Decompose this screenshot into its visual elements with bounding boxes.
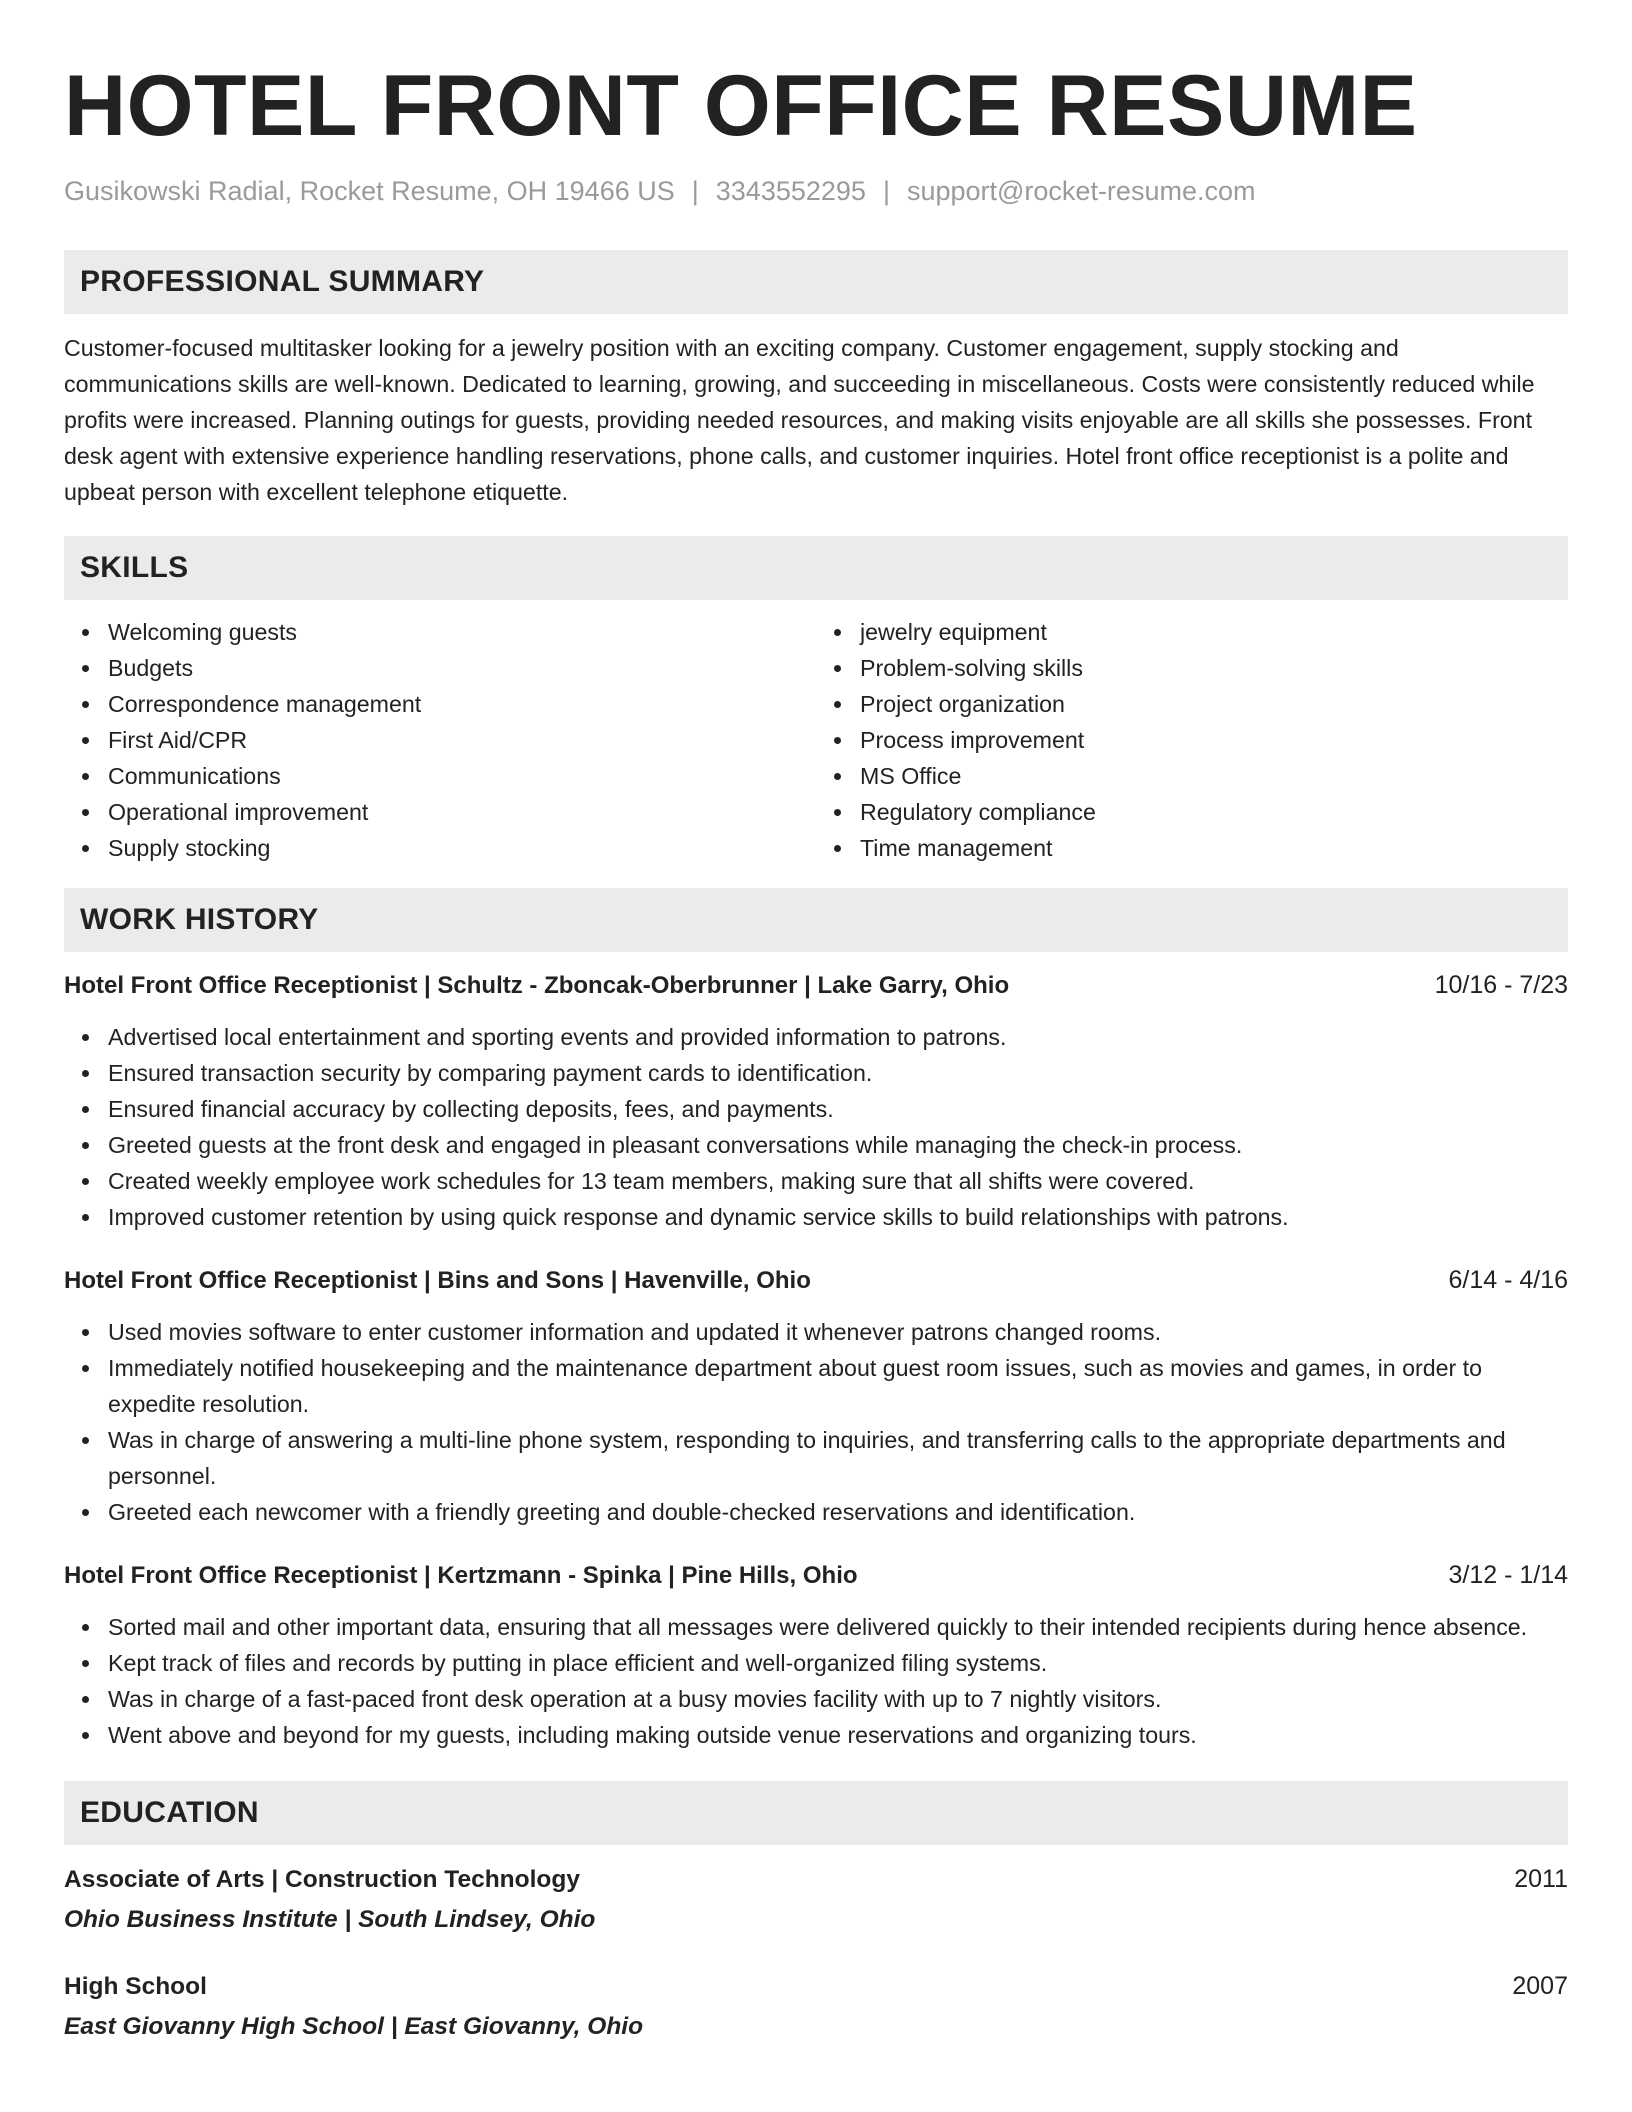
job-bullet: Went above and beyond for my guests, including making outside venue reservations and organizing tours. <box>108 1717 1568 1753</box>
job-dates: 3/12 - 1/14 <box>1448 1561 1568 1589</box>
job-entry <box>64 1263 1568 1530</box>
job-bullet: Used movies software to enter customer information and updated it whenever patrons changed rooms. <box>108 1314 1568 1350</box>
skill-item: Budgets <box>108 650 816 686</box>
job-bullets <box>64 1314 1568 1530</box>
skills-list-right <box>816 614 1568 866</box>
job-bullet: Ensured financial accuracy by collecting deposits, fees, and payments. <box>108 1091 1568 1127</box>
job-header <box>64 1558 1568 1593</box>
skill-item: First Aid/CPR <box>108 722 816 758</box>
education-year: 2007 <box>1512 1972 1568 2000</box>
section-header-skills <box>64 536 1568 600</box>
skills-columns <box>64 614 1568 866</box>
section-title: SKILLS <box>80 551 189 584</box>
skill-item: Welcoming guests <box>108 614 816 650</box>
contact-separator: | <box>882 176 890 206</box>
job-bullet: Immediately notified housekeeping and the maintenance department about guest room issues, such as movies and games, in order to expedite resolution. <box>108 1350 1568 1422</box>
education-entry <box>64 1968 1568 2045</box>
section-title: PROFESSIONAL SUMMARY <box>80 265 485 298</box>
contact-email: support@rocket-resume.com <box>906 176 1256 206</box>
skill-item: Process improvement <box>860 722 1568 758</box>
education-year: 2011 <box>1514 1865 1568 1893</box>
job-bullet: Was in charge of answering a multi-line phone system, responding to inquiries, and transferring calls to the appropriate departments and personnel. <box>108 1422 1568 1494</box>
skill-item: jewelry equipment <box>860 614 1568 650</box>
job-bullet: Sorted mail and other important data, ensuring that all messages were delivered quickly to their intended recipients during hence absence. <box>108 1609 1568 1645</box>
education-entry <box>64 1861 1568 1938</box>
section-title: WORK HISTORY <box>80 903 319 936</box>
job-title: Hotel Front Office Receptionist | Bins and Sons | Havenville, Ohio <box>64 1267 811 1294</box>
skill-item: Operational improvement <box>108 794 816 830</box>
education-school: East Giovanny High School | East Giovanny, Ohio <box>64 2013 644 2040</box>
job-entry <box>64 968 1568 1235</box>
summary-text: Customer-focused multitasker looking for a jewelry position with an exciting company. Customer engagement, supply stocking and communications skills are well-known. Dedicated to learning, growing, and succeeding in miscellaneous. Costs were consistently reduced while profits were increased. Planning outings for guests, providing needed resources, and making visits enjoyable are all skills she possesses. Front desk agent with extensive experience handling reservations, phone calls, and customer inquiries. Hotel front office receptionist is a polite and upbeat person with excellent telephone etiquette. <box>64 335 1535 505</box>
skill-item: MS Office <box>860 758 1568 794</box>
skill-item: Regulatory compliance <box>860 794 1568 830</box>
job-header <box>64 1263 1568 1298</box>
contact-separator: | <box>691 176 699 206</box>
skill-item: Time management <box>860 830 1568 866</box>
education-degree: High School <box>64 1973 207 2000</box>
section-title: EDUCATION <box>80 1796 259 1829</box>
job-dates: 6/14 - 4/16 <box>1448 1266 1568 1294</box>
skill-item: Correspondence management <box>108 686 816 722</box>
job-bullets <box>64 1019 1568 1235</box>
job-bullet: Greeted guests at the front desk and engaged in pleasant conversations while managing the check-in process. <box>108 1127 1568 1163</box>
resume-title: HOTEL FRONT OFFICE RESUME <box>64 58 1418 154</box>
job-title: Hotel Front Office Receptionist | Kertzmann - Spinka | Pine Hills, Ohio <box>64 1562 858 1589</box>
section-header-summary <box>64 250 1568 314</box>
section-header-work <box>64 888 1568 952</box>
education-degree: Associate of Arts | Construction Technology <box>64 1866 580 1893</box>
contact-address: Gusikowski Radial, Rocket Resume, OH 19466 US <box>64 176 675 206</box>
job-header <box>64 968 1568 1003</box>
job-bullet: Advertised local entertainment and sporting events and provided information to patrons. <box>108 1019 1568 1055</box>
contact-phone: 3343552295 <box>715 176 866 206</box>
job-bullet: Was in charge of a fast-paced front desk operation at a busy movies facility with up to 7 nightly visitors. <box>108 1681 1568 1717</box>
job-title: Hotel Front Office Receptionist | Schultz - Zboncak-Oberbrunner | Lake Garry, Ohio <box>64 972 1010 999</box>
job-bullet: Kept track of files and records by putting in place efficient and well-organized filing systems. <box>108 1645 1568 1681</box>
education-header <box>64 1968 1568 2005</box>
section-header-education <box>64 1781 1568 1845</box>
job-bullet: Ensured transaction security by comparing payment cards to identification. <box>108 1055 1568 1091</box>
education-header <box>64 1861 1568 1898</box>
job-bullet: Greeted each newcomer with a friendly greeting and double-checked reservations and identification. <box>108 1494 1568 1530</box>
job-entry <box>64 1558 1568 1753</box>
job-bullet: Created weekly employee work schedules for 13 team members, making sure that all shifts were covered. <box>108 1163 1568 1199</box>
skills-list-left <box>64 614 816 866</box>
skill-item: Communications <box>108 758 816 794</box>
skill-item: Project organization <box>860 686 1568 722</box>
education-school: Ohio Business Institute | South Lindsey, Ohio <box>64 1906 596 1933</box>
job-bullet: Improved customer retention by using quick response and dynamic service skills to build relationships with patrons. <box>108 1199 1568 1235</box>
contact-line <box>64 174 1568 208</box>
job-dates: 10/16 - 7/23 <box>1434 971 1568 999</box>
job-bullets <box>64 1609 1568 1753</box>
skill-item: Problem-solving skills <box>860 650 1568 686</box>
skill-item: Supply stocking <box>108 830 816 866</box>
